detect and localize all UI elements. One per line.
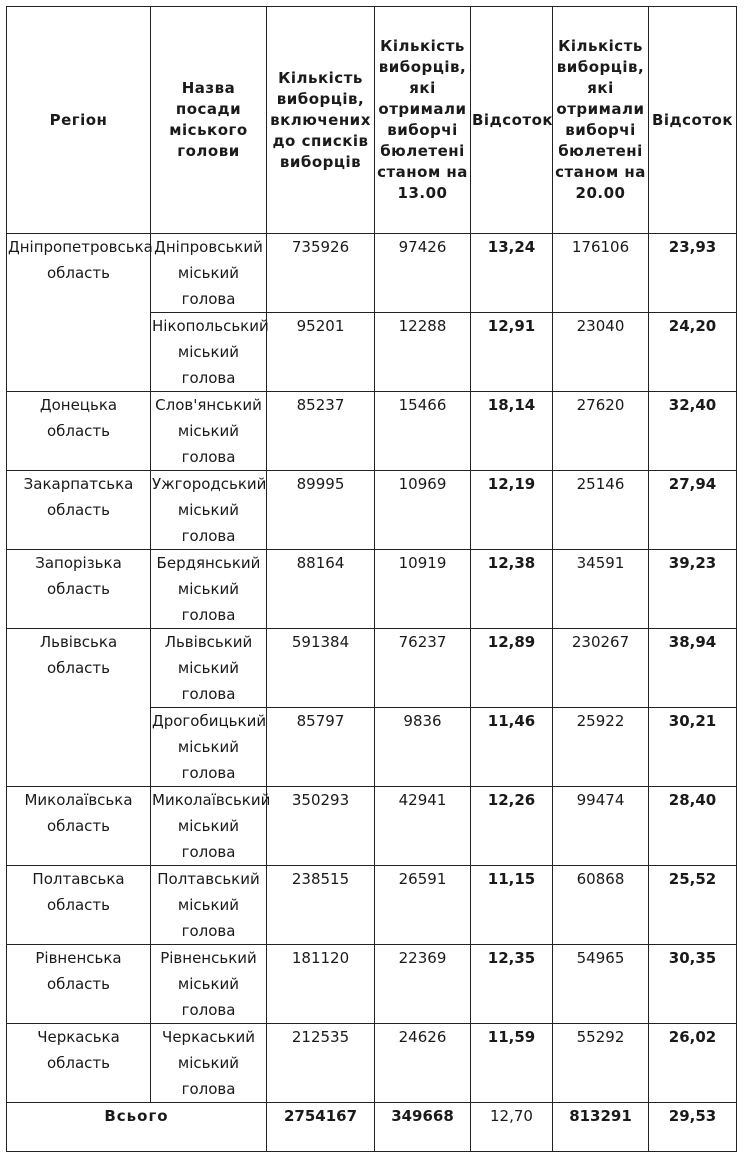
ballots-13-cell: 26591 xyxy=(375,866,471,945)
total-ballots-20: 813291 xyxy=(553,1103,649,1152)
ballots-20-cell: 54965 xyxy=(553,945,649,1024)
percent-20-cell: 26,02 xyxy=(649,1024,737,1103)
total-ballots-13: 349668 xyxy=(375,1103,471,1152)
percent-13-cell: 12,35 xyxy=(471,945,553,1024)
position-cell: Слов'янський міський голова xyxy=(151,392,267,471)
table-row xyxy=(7,866,737,945)
total-row xyxy=(7,1103,737,1152)
percent-13-cell: 11,59 xyxy=(471,1024,553,1103)
header-ballots-20: Кількість виборців, які отримали виборчі бюлетені станом на 20.00 xyxy=(553,7,649,234)
voters-cell: 85797 xyxy=(267,708,375,787)
region-cell: Львівська область xyxy=(7,629,151,787)
percent-20-cell: 25,52 xyxy=(649,866,737,945)
voters-cell: 181120 xyxy=(267,945,375,1024)
ballots-13-cell: 22369 xyxy=(375,945,471,1024)
position-cell: Полтавський міський голова xyxy=(151,866,267,945)
percent-13-cell: 11,46 xyxy=(471,708,553,787)
position-cell: Миколаївський міський голова xyxy=(151,787,267,866)
table-row xyxy=(7,471,737,550)
turnout-table xyxy=(6,6,737,1152)
percent-13-cell: 18,14 xyxy=(471,392,553,471)
total-percent-20: 29,53 xyxy=(649,1103,737,1152)
region-cell: Запорізька область xyxy=(7,550,151,629)
header-percent-13: Відсоток xyxy=(471,7,553,234)
voters-cell: 85237 xyxy=(267,392,375,471)
ballots-20-cell: 176106 xyxy=(553,234,649,313)
voters-cell: 88164 xyxy=(267,550,375,629)
percent-13-cell: 12,91 xyxy=(471,313,553,392)
ballots-13-cell: 15466 xyxy=(375,392,471,471)
position-cell: Львівський міський голова xyxy=(151,629,267,708)
percent-13-cell: 12,19 xyxy=(471,471,553,550)
ballots-20-cell: 55292 xyxy=(553,1024,649,1103)
header-position: Назва посади міського голови xyxy=(151,7,267,234)
total-label: Всього xyxy=(7,1103,267,1152)
voters-cell: 350293 xyxy=(267,787,375,866)
table-row xyxy=(7,787,737,866)
table-body xyxy=(7,7,737,1152)
percent-20-cell: 38,94 xyxy=(649,629,737,708)
percent-20-cell: 23,93 xyxy=(649,234,737,313)
table-row xyxy=(7,945,737,1024)
header-region: Регіон xyxy=(7,7,151,234)
percent-20-cell: 24,20 xyxy=(649,313,737,392)
table-row xyxy=(7,1024,737,1103)
ballots-13-cell: 76237 xyxy=(375,629,471,708)
position-cell: Рівненський міський голова xyxy=(151,945,267,1024)
region-cell: Миколаївська область xyxy=(7,787,151,866)
voters-cell: 212535 xyxy=(267,1024,375,1103)
region-cell: Полтавська область xyxy=(7,866,151,945)
percent-20-cell: 30,21 xyxy=(649,708,737,787)
table-row xyxy=(7,234,737,313)
table-row xyxy=(7,629,737,708)
header-voters-listed: Кількість виборців, включених до списків виборців xyxy=(267,7,375,234)
header-percent-20: Відсоток xyxy=(649,7,737,234)
position-cell: Дніпровський міський голова xyxy=(151,234,267,313)
position-cell: Бердянський міський голова xyxy=(151,550,267,629)
ballots-13-cell: 12288 xyxy=(375,313,471,392)
percent-13-cell: 12,38 xyxy=(471,550,553,629)
ballots-20-cell: 25146 xyxy=(553,471,649,550)
total-voters: 2754167 xyxy=(267,1103,375,1152)
voters-cell: 591384 xyxy=(267,629,375,708)
ballots-13-cell: 10969 xyxy=(375,471,471,550)
region-cell: Дніпропетровська область xyxy=(7,234,151,392)
total-percent-13: 12,70 xyxy=(471,1103,553,1152)
region-cell: Черкаська область xyxy=(7,1024,151,1103)
voters-cell: 89995 xyxy=(267,471,375,550)
ballots-20-cell: 34591 xyxy=(553,550,649,629)
ballots-20-cell: 27620 xyxy=(553,392,649,471)
header-ballots-13: Кількість виборців, які отримали виборчі бюлетені станом на 13.00 xyxy=(375,7,471,234)
percent-20-cell: 28,40 xyxy=(649,787,737,866)
ballots-13-cell: 97426 xyxy=(375,234,471,313)
percent-20-cell: 32,40 xyxy=(649,392,737,471)
ballots-13-cell: 24626 xyxy=(375,1024,471,1103)
voters-cell: 238515 xyxy=(267,866,375,945)
ballots-20-cell: 23040 xyxy=(553,313,649,392)
percent-20-cell: 30,35 xyxy=(649,945,737,1024)
region-cell: Закарпатська область xyxy=(7,471,151,550)
percent-13-cell: 12,89 xyxy=(471,629,553,708)
ballots-13-cell: 42941 xyxy=(375,787,471,866)
ballots-13-cell: 9836 xyxy=(375,708,471,787)
voters-cell: 95201 xyxy=(267,313,375,392)
region-cell: Рівненська область xyxy=(7,945,151,1024)
percent-13-cell: 12,26 xyxy=(471,787,553,866)
region-cell: Донецька область xyxy=(7,392,151,471)
ballots-20-cell: 99474 xyxy=(553,787,649,866)
ballots-20-cell: 25922 xyxy=(553,708,649,787)
table-row xyxy=(7,392,737,471)
percent-20-cell: 39,23 xyxy=(649,550,737,629)
position-cell: Нікопольський міський голова xyxy=(151,313,267,392)
position-cell: Черкаський міський голова xyxy=(151,1024,267,1103)
table-row xyxy=(7,550,737,629)
voters-cell: 735926 xyxy=(267,234,375,313)
ballots-13-cell: 10919 xyxy=(375,550,471,629)
ballots-20-cell: 60868 xyxy=(553,866,649,945)
percent-13-cell: 11,15 xyxy=(471,866,553,945)
position-cell: Ужгородський міський голова xyxy=(151,471,267,550)
header-row xyxy=(7,7,737,234)
percent-13-cell: 13,24 xyxy=(471,234,553,313)
percent-20-cell: 27,94 xyxy=(649,471,737,550)
ballots-20-cell: 230267 xyxy=(553,629,649,708)
position-cell: Дрогобицький міський голова xyxy=(151,708,267,787)
